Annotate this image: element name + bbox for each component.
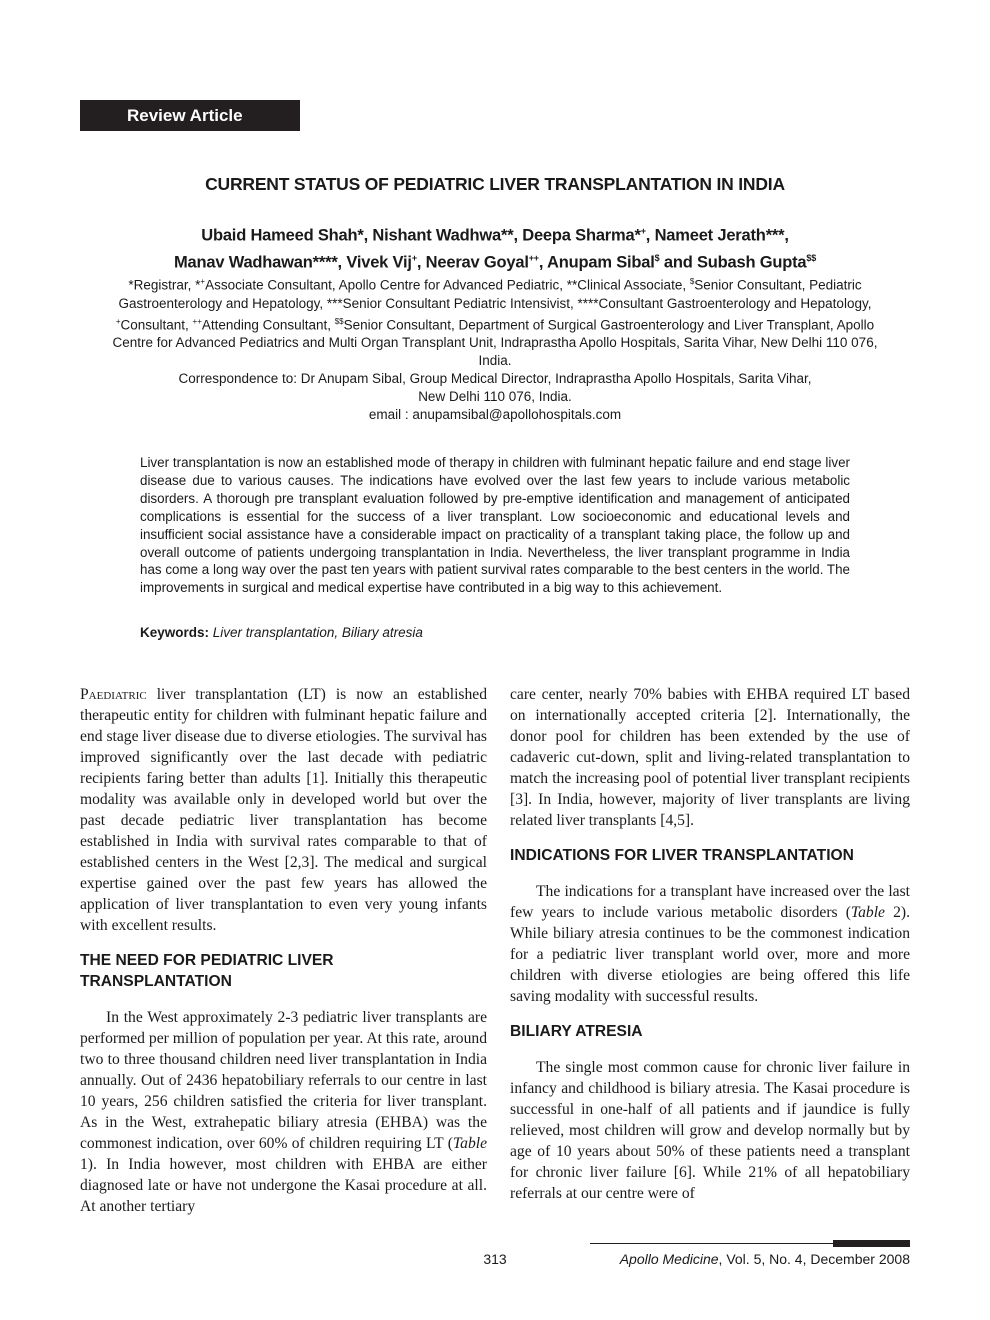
section-heading-biliary-atresia: BILIARY ATRESIA bbox=[510, 1023, 643, 1040]
correspondence-email[interactable]: email : anupamsibal@apollohospitals.com bbox=[368, 407, 622, 422]
author-mark: *** bbox=[765, 226, 785, 245]
keywords-text: Liver transplantation, Biliary atresia bbox=[212, 625, 423, 640]
affiliation-superscript: ++ bbox=[192, 316, 202, 326]
indications-text: 2). While biliary atresia continues to be the commonest indication for a pediatric liver transplant world over, more and more children with diverse etiologies are being offered this life saving modality with successful results. bbox=[510, 904, 910, 1005]
correspondence-line: Correspondence to: Dr Anupam Sibal, Group Medical Director, Indraprastha Apollo Hospitals, Sarita Vihar, bbox=[178, 371, 812, 386]
author-separator: , bbox=[784, 226, 789, 245]
author-separator: , bbox=[645, 226, 655, 245]
section-heading-indications: INDICATIONS FOR LIVER TRANSPLANTATION bbox=[510, 847, 854, 864]
need-text: In the West approximately 2-3 pediatric liver transplants are performed per million of population per year. At this rate, around two to three thousand children need liver transplantation in India annually. Out of 2436 hepatobiliary referrals to our centre in last 10 years, 256 children satisfied the criteria for liver transplant. As in the West, extrahepatic biliary atresia (EHBA) was the commonest indication, over 60% of children requiring LT ( bbox=[80, 1009, 487, 1152]
author-mark: * bbox=[634, 226, 641, 245]
author-list bbox=[80, 220, 910, 273]
need-text: 1). In India however, most children with EHBA are either diagnosed late or have not undergone the Kasai procedure at all. At another tertiary bbox=[80, 1156, 487, 1215]
affiliations bbox=[100, 273, 890, 370]
author-separator: , bbox=[337, 253, 347, 271]
author-name: Nameet Jerath bbox=[654, 226, 766, 245]
author-superscript: $$ bbox=[806, 252, 817, 263]
affiliation-text: Associate Consultant, Apollo Centre for Advanced Pediatric, **Clinical Associate, bbox=[205, 277, 690, 293]
indications-text: The indications for a transplant have increased over the last few years to include various metabolic disorders ( bbox=[510, 883, 910, 921]
author-mark: * bbox=[357, 226, 364, 245]
page-number: 313 bbox=[483, 1251, 507, 1267]
author-name: Deepa Sharma bbox=[522, 226, 635, 245]
author-separator: , bbox=[363, 226, 373, 245]
author-superscript: + bbox=[411, 252, 417, 263]
author-name: Vivek Vij bbox=[346, 253, 412, 271]
affiliation-superscript: $$ bbox=[334, 316, 344, 326]
author-superscript: + bbox=[640, 226, 646, 236]
correspondence-line: New Delhi 110 076, India. bbox=[418, 389, 572, 404]
need-continuation: care center, nearly 70% babies with EHBA required LT based on internationally accepted criteria [2]. Internationally, the donor pool for children has been extended by the use of cadaveric cut-down, split and living-related transplantation to match the increasing pool of potential liver transplant recipients [3]. In India, however, majority of liver transplants are living related liver transplants [4,5]. bbox=[510, 686, 910, 829]
need-paragraph bbox=[80, 1007, 487, 1217]
body-column-left bbox=[80, 684, 487, 1217]
affiliation-text: Senior Consultant, Pediatric Gastroenterology and Hepatology, ***Senior Consultant Pediatric Intensivist, ****Consultant Gastroenterology and Hepatology, bbox=[118, 277, 872, 311]
affiliation-text: Consultant, bbox=[120, 317, 193, 332]
intro-paragraph bbox=[80, 684, 487, 936]
affiliation-superscript: + bbox=[200, 277, 206, 286]
author-line-2 bbox=[80, 247, 910, 274]
author-name: Neerav Goyal bbox=[425, 253, 529, 271]
abstract: Liver transplantation is now an established mode of therapy in children with fulminant hepatic failure and end stage liver disease due to various causes. The indications have evolved over the last few years to include various metabolic disorders. A thorough pre transplant evaluation followed by pre-emptive identification and management of anticipated complications is essential for the success of a liver transplant. Low socioeconomic and educational levels and insufficient social assistance have a considerable impact on practicality of a transplant taking place, the follow up and overall outcome of patients undergoing transplantation in India. Nevertheless, the liver transplant programme in India has come a long way over the past ten years with patient survival rates comparable to the best centers in the world. The improvements in surgical and medical expertise have contributed in a big way to this achievement. bbox=[140, 455, 850, 596]
author-separator: , bbox=[513, 226, 523, 245]
author-mark: **** bbox=[312, 253, 338, 271]
author-separator: , bbox=[538, 253, 548, 271]
article-title: CURRENT STATUS OF PEDIATRIC LIVER TRANSPLANTATION IN INDIA bbox=[205, 174, 785, 194]
affiliation-superscript: $ bbox=[689, 277, 695, 286]
affiliation-text: Senior Consultant, Department of Surgical Gastroenterology and Liver Transplant, Apollo Centre for Advanced Pediatrics and Multi Organ Transplant Unit, Indraprastha Apollo Hospitals, Sarita Vihar, New Delhi 110 076, India. bbox=[112, 317, 878, 368]
table-reference: Table bbox=[850, 904, 885, 921]
affiliation-superscript: + bbox=[115, 316, 121, 326]
affiliation-text: *Registrar, * bbox=[128, 277, 201, 293]
author-superscript: $ bbox=[654, 252, 660, 263]
correspondence bbox=[100, 370, 890, 424]
author-name: Ubaid Hameed Shah bbox=[201, 226, 358, 245]
article-type-badge: Review Article bbox=[80, 100, 300, 131]
intro-lead-word: Paediatric bbox=[80, 686, 147, 703]
table-reference: Table bbox=[452, 1135, 487, 1152]
author-mark: ** bbox=[501, 226, 514, 245]
journal-citation bbox=[560, 1251, 910, 1267]
author-name: Subash Gupta bbox=[696, 253, 807, 271]
journal-name: Apollo Medicine bbox=[619, 1251, 719, 1267]
author-name: Anupam Sibal bbox=[547, 253, 655, 271]
journal-issue: , Vol. 5, No. 4, December 2008 bbox=[718, 1251, 910, 1267]
section-heading-need: THE NEED FOR PEDIATRIC LIVER TRANSPLANTATION bbox=[80, 952, 334, 990]
author-separator: and bbox=[659, 253, 697, 271]
keywords-label: Keywords: bbox=[140, 625, 210, 640]
body-column-right bbox=[510, 684, 910, 1204]
keywords bbox=[140, 625, 850, 640]
affiliation-text: Attending Consultant, bbox=[201, 317, 335, 332]
author-name: Manav Wadhawan bbox=[173, 253, 313, 271]
footer-bar bbox=[833, 1240, 910, 1247]
author-name: Nishant Wadhwa bbox=[372, 226, 501, 245]
author-superscript: ++ bbox=[528, 252, 539, 263]
indications-paragraph bbox=[510, 881, 910, 1007]
author-separator: , bbox=[416, 253, 426, 271]
author-line-1 bbox=[80, 220, 910, 247]
biliary-paragraph: The single most common cause for chronic liver failure in infancy and childhood is biliary atresia. The Kasai procedure is successful in one-half of all patients and if jaundice is fully relieved, most children will grow and develop normally but by age of 10 years about 50% of these patients need a transplant for chronic liver failure [6]. While 21% of all hepatobiliary referrals at our centre were of bbox=[510, 1059, 910, 1202]
intro-text: liver transplantation (LT) is now an established therapeutic entity for children with fulminant hepatic failure and end stage liver disease due to diverse etiologies. The survival has improved significantly over the last decade with pediatric recipients faring better than adults [1]. Initially this therapeutic modality was available only in developed world but over the past decade pediatric liver transplantation has become established in India with survival rates comparable to that of established centers in the West [2,3]. The medical and surgical expertise gained over the past few years has allowed the application of liver transplantation to even very young infants with excellent results. bbox=[80, 686, 487, 934]
